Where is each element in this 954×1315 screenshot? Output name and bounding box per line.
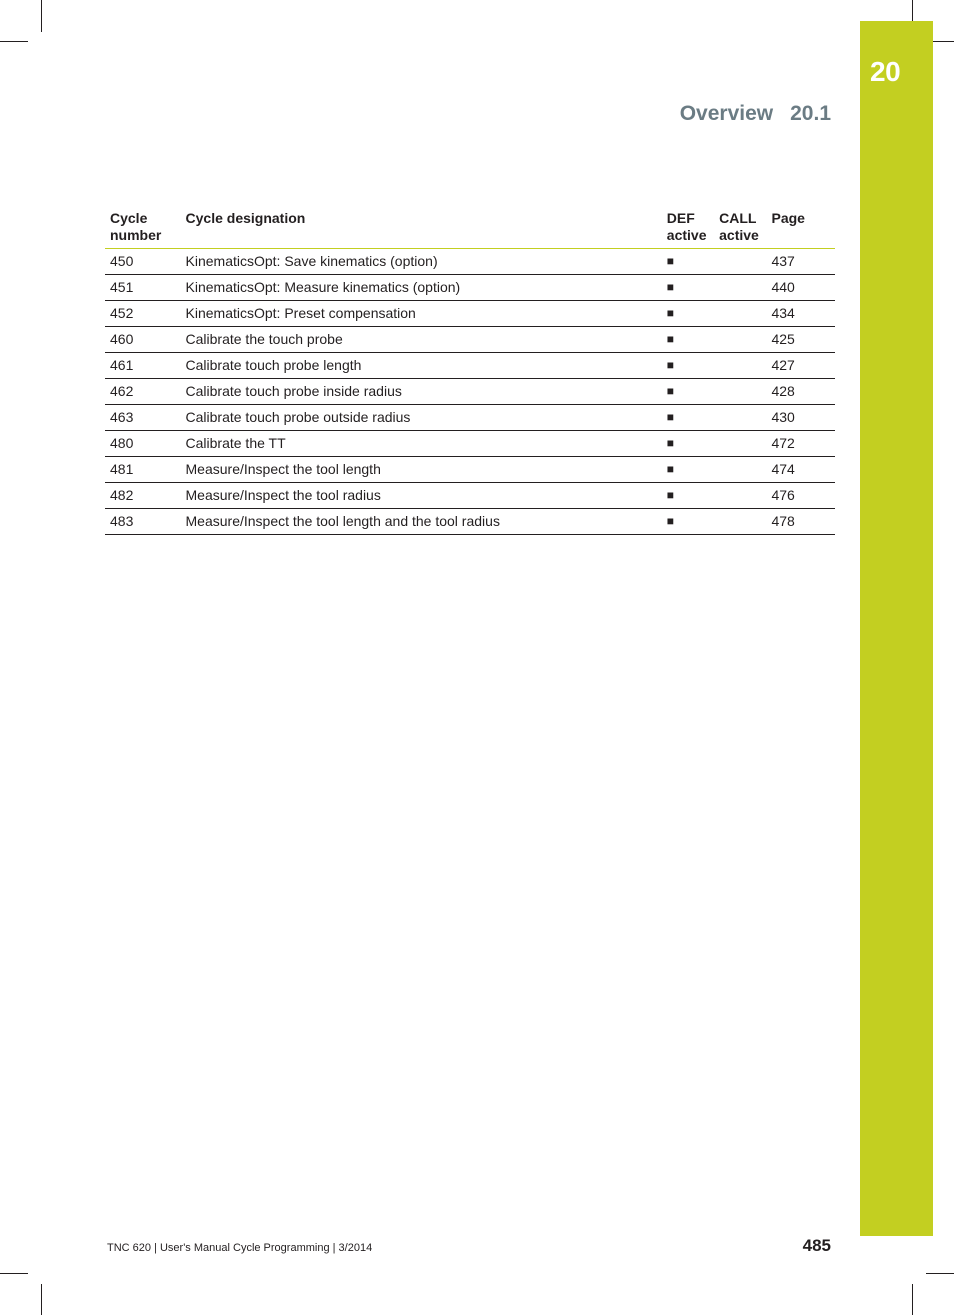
cell-cycle-designation: KinematicsOpt: Measure kinematics (option) xyxy=(181,275,662,301)
cell-page: 428 xyxy=(766,379,835,405)
chapter-number: 20 xyxy=(870,56,901,87)
cell-def-active: ■ xyxy=(662,405,714,431)
cell-call-active xyxy=(714,431,766,457)
crop-mark xyxy=(926,1273,954,1274)
table-row xyxy=(105,249,835,275)
cell-cycle-number: 462 xyxy=(105,379,181,405)
cell-cycle-number: 481 xyxy=(105,457,181,483)
cell-cycle-designation: Calibrate touch probe length xyxy=(181,353,662,379)
cell-cycle-number: 452 xyxy=(105,301,181,327)
crop-mark xyxy=(0,41,28,42)
crop-mark xyxy=(912,1284,913,1315)
crop-mark xyxy=(933,41,954,42)
cell-def-active: ■ xyxy=(662,431,714,457)
cell-call-active xyxy=(714,379,766,405)
cycle-table xyxy=(105,206,835,535)
cell-cycle-designation: Calibrate the TT xyxy=(181,431,662,457)
header-call-active: CALL active xyxy=(714,206,766,249)
cell-cycle-number: 463 xyxy=(105,405,181,431)
running-head-section: 20.1 xyxy=(790,102,831,125)
cell-cycle-number: 482 xyxy=(105,483,181,509)
cell-cycle-designation: Calibrate touch probe outside radius xyxy=(181,405,662,431)
table-row xyxy=(105,327,835,353)
cell-page: 472 xyxy=(766,431,835,457)
cell-def-active: ■ xyxy=(662,249,714,275)
cell-page: 437 xyxy=(766,249,835,275)
table-row xyxy=(105,405,835,431)
cell-call-active xyxy=(714,275,766,301)
cell-call-active xyxy=(714,405,766,431)
cell-def-active: ■ xyxy=(662,353,714,379)
cell-cycle-designation: Measure/Inspect the tool length xyxy=(181,457,662,483)
cell-cycle-designation: Calibrate touch probe inside radius xyxy=(181,379,662,405)
cell-call-active xyxy=(714,457,766,483)
cell-def-active: ■ xyxy=(662,457,714,483)
cell-def-active: ■ xyxy=(662,275,714,301)
table-row xyxy=(105,509,835,535)
cell-page: 427 xyxy=(766,353,835,379)
header-cycle-designation: Cycle designation xyxy=(181,206,662,249)
cell-def-active: ■ xyxy=(662,301,714,327)
cell-cycle-designation: KinematicsOpt: Preset compensation xyxy=(181,301,662,327)
table-row xyxy=(105,275,835,301)
running-head xyxy=(680,103,831,124)
cell-call-active xyxy=(714,353,766,379)
cell-page: 425 xyxy=(766,327,835,353)
chapter-tab xyxy=(860,21,933,1236)
cell-cycle-number: 450 xyxy=(105,249,181,275)
cell-cycle-designation: Measure/Inspect the tool length and the tool radius xyxy=(181,509,662,535)
table-row xyxy=(105,457,835,483)
table-row xyxy=(105,431,835,457)
cell-def-active: ■ xyxy=(662,509,714,535)
table-row xyxy=(105,483,835,509)
table-row xyxy=(105,301,835,327)
cell-def-active: ■ xyxy=(662,379,714,405)
header-page: Page xyxy=(766,206,835,249)
cell-call-active xyxy=(714,509,766,535)
cell-page: 478 xyxy=(766,509,835,535)
cell-page: 474 xyxy=(766,457,835,483)
cell-page: 430 xyxy=(766,405,835,431)
cell-cycle-number: 480 xyxy=(105,431,181,457)
cell-page: 440 xyxy=(766,275,835,301)
cell-call-active xyxy=(714,483,766,509)
cell-cycle-designation: KinematicsOpt: Save kinematics (option) xyxy=(181,249,662,275)
cell-cycle-number: 460 xyxy=(105,327,181,353)
cell-call-active xyxy=(714,249,766,275)
table-row xyxy=(105,353,835,379)
cell-cycle-number: 451 xyxy=(105,275,181,301)
table-header-row xyxy=(105,206,835,249)
cell-call-active xyxy=(714,327,766,353)
cell-cycle-number: 483 xyxy=(105,509,181,535)
cell-page: 476 xyxy=(766,483,835,509)
cell-page: 434 xyxy=(766,301,835,327)
crop-mark xyxy=(0,1273,28,1274)
header-cycle-number: Cycle number xyxy=(105,206,181,249)
cell-def-active: ■ xyxy=(662,483,714,509)
cell-cycle-designation: Measure/Inspect the tool radius xyxy=(181,483,662,509)
page-number: 485 xyxy=(802,1236,831,1255)
footer-text: TNC 620 | User's Manual Cycle Programming | 3/2014 xyxy=(107,1242,373,1254)
crop-mark xyxy=(912,0,913,22)
cell-cycle-designation: Calibrate the touch probe xyxy=(181,327,662,353)
running-head-title: Overview xyxy=(679,102,774,125)
cell-def-active: ■ xyxy=(662,327,714,353)
cell-cycle-number: 461 xyxy=(105,353,181,379)
header-def-active: DEF active xyxy=(662,206,714,249)
table-row xyxy=(105,379,835,405)
crop-mark xyxy=(41,1284,42,1315)
crop-mark xyxy=(41,0,42,32)
cell-call-active xyxy=(714,301,766,327)
